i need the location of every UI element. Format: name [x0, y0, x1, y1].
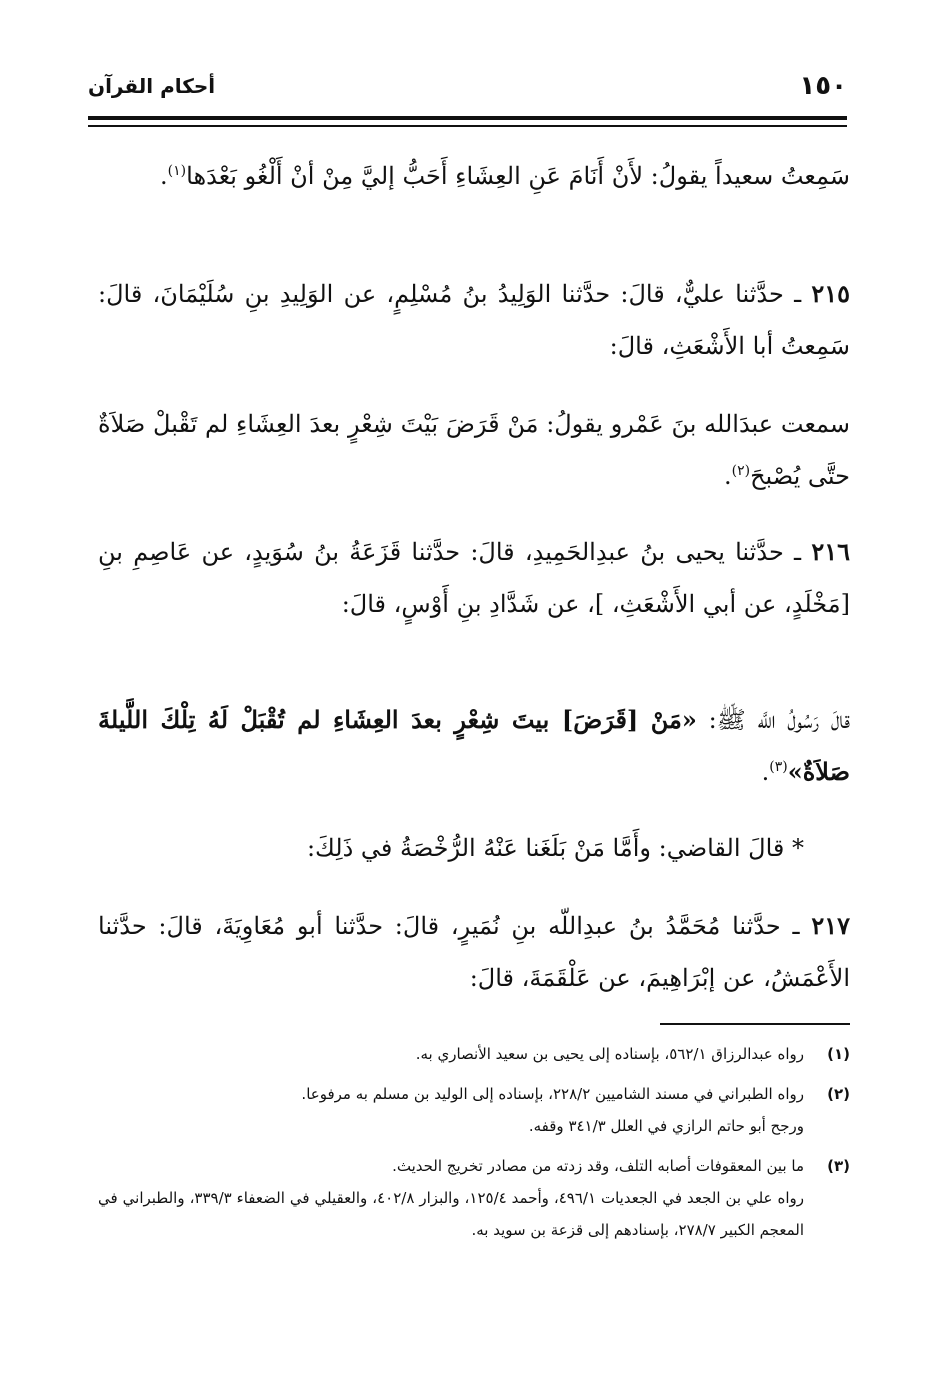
footnote-1: (١) رواه عبدالرزاق ٥٦٢/١، بإسناده إلى يحيى بن سعيد الأنصاري به.	[98, 1038, 850, 1070]
page-header	[88, 66, 847, 106]
hadith-number: ٢١٥	[811, 279, 850, 308]
footnote-separator	[660, 1023, 850, 1025]
footnote-mark: (٣)	[827, 1157, 850, 1175]
hadith-text: «مَنْ [قَرَضَ] بيتَ شِعْرٍ بعدَ العِشَاءِ لم تُقْبَلْ لَهُ تِلْكَ اللَّيلةَ صَلاَةٌ»	[98, 705, 850, 786]
hadith-216: ٢١٦ ـ حدَّثنا يحيى بنُ عبدِالحَمِيدِ، قالَ: حدَّثنا قَزَعَةُ بنُ سُوَيدٍ، عن عَاصِمِ بنِ [مَخْلَدٍ، عن أبي الأَشْعَثِ، ]، عن شَدَّادِ بنِ أَوْسٍ، قالَ:	[98, 537, 850, 618]
hadith-number: ٢١٧	[811, 911, 850, 940]
running-title: أحكام القرآن	[88, 74, 216, 98]
footnote-ref[interactable]: (٣)	[769, 759, 788, 775]
header-rule-thick	[88, 116, 847, 120]
header-rule-thin	[88, 125, 847, 127]
footnote-3: (٣) ما بين المعقوفات أصابه التلف، وقد زدته من مصادر تخريج الحديث. رواه علي بن الجعد في الجعديات ٤٩٦/١، وأحمد ١٢٥/٤، والبزار ٤٠٢/٨، والعقيلي في الضعفاء ٣٣٩/٣، والطبراني في المعجم الكبير ٢٧٨/٧، بإسنادهم إلى قزعة بن سويد به.	[98, 1150, 850, 1246]
footnote-mark: (١)	[827, 1045, 850, 1063]
paragraph-quote-said: سَمِعتُ سعيداً يقولُ: لأَنْ أَنَامَ عَنِ العِشَاءِ أَحَبُّ إليَّ مِنْ أنْ أَلْغُو بَعْدَها$^{(١)}$.	[160, 162, 850, 190]
footnote-ref[interactable]: (٢)	[731, 463, 751, 479]
page-number: ١٥٠	[799, 71, 847, 101]
footnote-ref[interactable]: (١)	[167, 163, 187, 179]
paragraph-qadi-note: * قالَ القاضي: وأَمَّا مَنْ بَلَغَنا عَنْهُ الرُّخْصَةُ في ذَلِكَ:	[306, 834, 804, 862]
hadith-217: ٢١٧ ـ حدَّثنا مُحَمَّدُ بنُ عبدِاللّه بنِ نُمَيرٍ، قالَ: حدَّثنا أبو مُعَاوِيَةَ، قالَ: حدَّثنا الأَعْمَشُ، عن إبْرَاهِيمَ، عن عَلْقَمَةَ، قالَ:	[98, 911, 850, 992]
paragraph-prophetic-saying: قالَ رَسُولُ اللَّه ﷺ: «مَنْ [قَرَضَ] بيتَ شِعْرٍ بعدَ العِشَاءِ لم تُقْبَلْ لَهُ تِلْكَ اللَّيلةَ صَلاَةٌ»$^{(٣)}$.	[98, 705, 850, 786]
hadith-215: ٢١٥ ـ حدَّثنا عليٌّ، قالَ: حدَّثنا الوَلِيدُ بنُ مُسْلِمٍ، عن الوَلِيدِ بنِ سُلَيْمَانَ، قالَ: سَمِعتُ أبا الأَشْعَثِ، قالَ:	[98, 279, 850, 360]
paragraph-quote-abdullah: سمعت عبدَالله بنَ عَمْرو يقولُ: مَنْ قَرَضَ بَيْتَ شِعْرٍ بعدَ العِشَاءِ لم تَقْبلْ صَلاَةٌ حتَّى يُصْبحَ$^{(٢)}$.	[98, 410, 851, 490]
footnote-2: (٢) رواه الطبراني في مسند الشاميين ٢٢٨/٢، بإسناده إلى الوليد بن مسلم به مرفوعا. ورجح أبو حاتم الرازي في العلل ٣٤١/٣ وقفه.	[98, 1078, 850, 1142]
footnotes	[98, 1038, 850, 1246]
footnote-mark: (٢)	[827, 1085, 850, 1103]
hadith-number: ٢١٦	[811, 537, 850, 566]
